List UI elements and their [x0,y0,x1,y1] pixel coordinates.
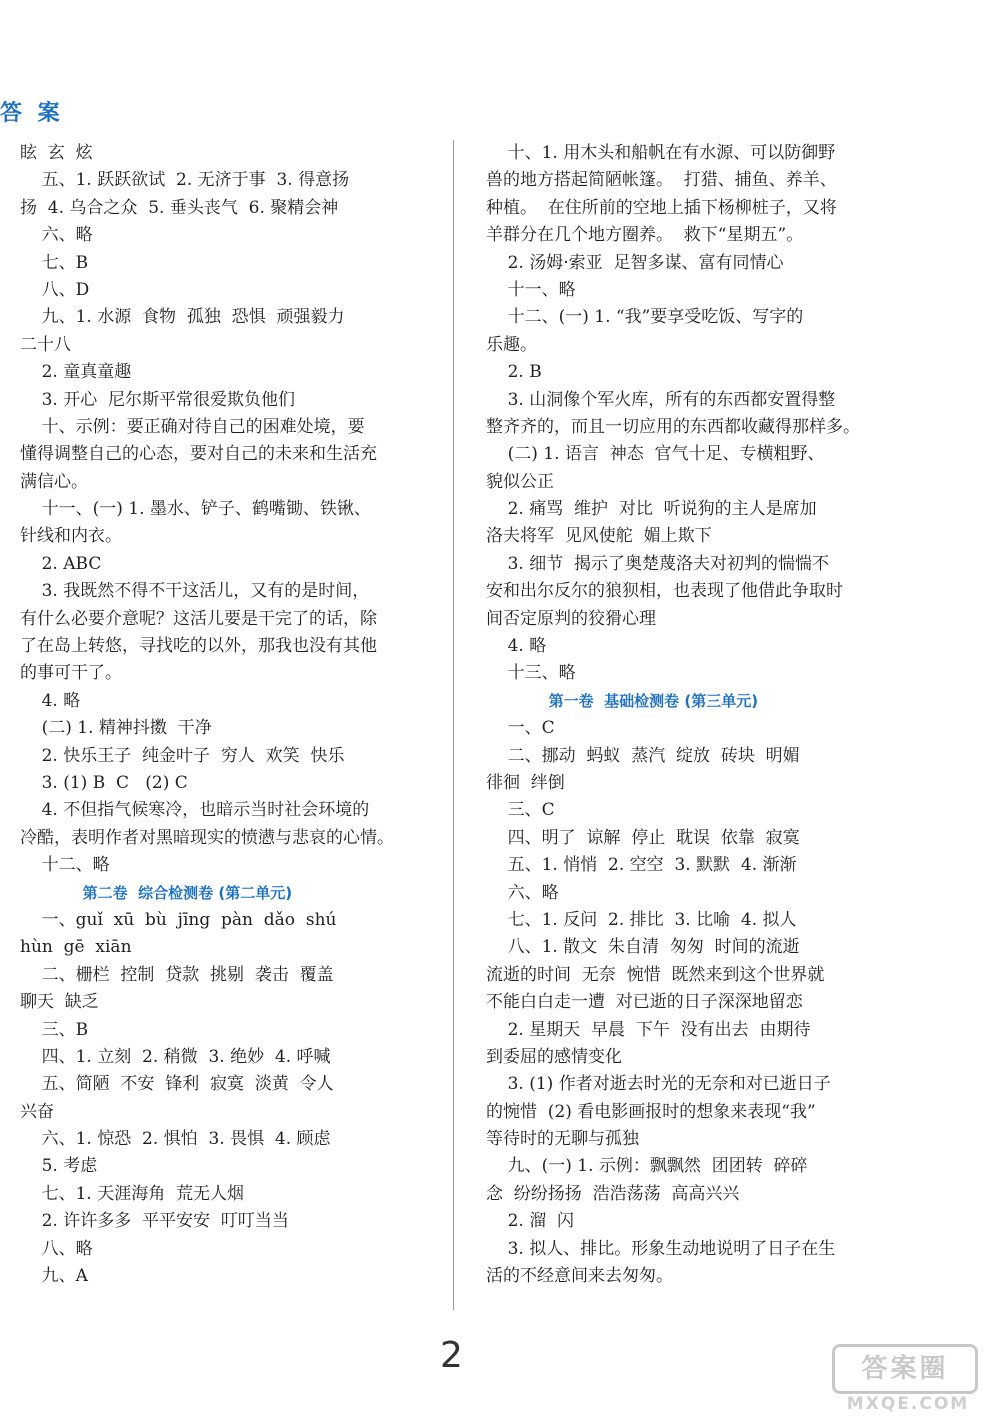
answer-line: 整齐齐的，而且一切应用的东西都收藏得那样多。 [486,416,860,437]
answer-line: 不能白白走一遭 对已逝的日子深深地留恋 [486,992,803,1013]
answer-line: 二、挪动 蚂蚁 蒸汽 绽放 砖块 明媚 [486,745,800,766]
answer-line: 第二卷 综合检测卷 (第二单元) [20,883,293,902]
answer-line: 到委屈的感情变化 [486,1046,622,1067]
answer-line: 安和出尔反尔的狼狈相，也表现了他借此争取时 [486,581,843,602]
answer-line: 八、D [20,279,90,300]
answer-line: 十二、略 [20,855,110,876]
answer-line: 冷酷，表明作者对黑暗现实的愤懑与悲哀的心情。 [20,827,394,848]
answer-header: 答 案 [0,101,64,126]
answer-line: 兴奋 [20,1101,54,1122]
answer-line: 5. 考虑 [20,1156,98,1177]
answer-line: 懂得调整自己的心态，要对自己的未来和生活充 [20,444,377,465]
answer-line: 十二、(一) 1. “我”要享受吃饭、写字的 [486,307,804,328]
answer-line: 活的不经意间来去匆匆。 [486,1266,673,1287]
answer-line: 3. (1) B C (2) C [20,772,188,793]
answer-line: 3. 我既然不得不干这活儿，又有的是时间， [20,581,370,602]
answer-line: 五、简陋 不安 锋利 寂寞 淡黄 令人 [20,1074,334,1095]
answer-line: 2. 星期天 早晨 下午 没有出去 由期待 [486,1019,811,1040]
left-column [20,140,420,1290]
answer-line: 2. 痛骂 维护 对比 听说狗的主人是席加 [486,499,817,520]
answer-line: (二) 1. 语言 神态 官气十足、专横粗野、 [486,444,825,465]
answer-line: 3. 山洞像个军火库，所有的东西都安置得整 [486,389,836,410]
answer-line: 三、C [486,800,555,821]
answer-line: 4. 略 [20,690,81,711]
answer-line: 七、B [20,252,89,273]
answer-line: 有什么必要介意呢？这活儿要是干完了的话，除 [20,608,377,629]
answer-line: 3. 开心 尼尔斯平常很爱欺负他们 [20,389,296,410]
answer-line: 八、略 [20,1238,93,1259]
answer-line: 2. B [486,362,542,383]
answer-line: 六、1. 惊恐 2. 惧怕 3. 畏惧 4. 顾虑 [20,1129,331,1150]
answer-line: 一、guǐ xū bù jīng pàn dǎo shú [20,909,337,930]
answer-line: 2. 快乐王子 纯金叶子 穷人 欢笑 快乐 [20,745,345,766]
answer-line: 七、1. 天涯海角 荒无人烟 [20,1183,245,1204]
answer-line: 的事可干了。 [20,663,122,684]
answer-line: 八、1. 散文 朱自清 匆匆 时间的流逝 [486,937,800,958]
answer-line: 满信心。 [20,471,88,492]
answer-line: 羊群分在几个地方圈养。 救下“星期五”。 [486,225,804,246]
answer-line: 流逝的时间 无奈 惋惜 既然来到这个世界就 [486,964,825,985]
answer-line: 间否定原判的狡猾心理 [486,608,656,629]
answer-line: 念 纷纷扬扬 浩浩荡荡 高高兴兴 [486,1183,740,1204]
answer-line: 十一、(一) 1. 墨水、铲子、鹤嘴锄、铁锹、 [20,499,371,520]
answer-line: 貌似公正 [486,471,554,492]
answer-line: 五、1. 跃跃欲试 2. 无济于事 3. 得意扬 [20,170,350,191]
answer-line: 聊天 缺乏 [20,992,99,1013]
answer-line: (二) 1. 精神抖擞 干净 [20,718,212,739]
answer-line: 2. 许许多多 平平安安 叮叮当当 [20,1211,289,1232]
answer-line: 一、C [486,718,555,739]
answer-line: 第一卷 基础检测卷 (第三单元) [486,691,759,710]
answer-line: 七、1. 反问 2. 排比 3. 比喻 4. 拟人 [486,909,797,930]
answer-line: 六、略 [486,882,559,903]
answer-line: 的惋惜 (2) 看电影画报时的想象来表现“我” [486,1101,816,1122]
answer-line: 十三、略 [486,663,576,684]
answer-line: 四、1. 立刻 2. 稍微 3. 绝妙 4. 呼喊 [20,1046,331,1067]
answer-line: 2. 童真童趣 [20,362,132,383]
answer-line: 4. 略 [486,636,547,657]
answer-line: 扬 4. 乌合之众 5. 垂头丧气 6. 聚精会神 [20,197,339,218]
answer-line: hùn gē xiān [20,937,132,958]
answer-line: 九、A [20,1266,88,1287]
answer-line: 3. 拟人、排比。形象生动地说明了日子在生 [486,1238,836,1259]
answer-line: 二十八 [20,334,71,355]
answer-line: 四、明了 谅解 停止 耽误 依靠 寂寞 [486,827,800,848]
page-number: 2 [440,1335,463,1376]
answer-line: 了在岛上转悠，寻找吃的以外，那我也没有其他 [20,636,377,657]
answer-line: 十一、略 [486,279,576,300]
watermark-logo [838,1344,978,1414]
answer-line: 4. 不但指气候寒冷，也暗示当时社会环境的 [20,800,370,821]
answer-line: 十、1. 用木头和船帆在有水源、可以防御野 [486,143,836,163]
watermark-sub: MXQE.COM [846,1394,970,1414]
answer-line: 十、示例：要正确对待自己的困难处境，要 [20,416,365,437]
answer-line: 兽的地方搭起简陋帐篷。 打猎、捕鱼、养羊、 [486,170,837,191]
answer-line: 九、(一) 1. 示例：飘飘然 团团转 碎碎 [486,1156,808,1177]
answer-line: 针线和内衣。 [20,526,122,547]
column-divider [453,140,454,1310]
answer-line: 九、1. 水源 食物 孤独 恐惧 顽强毅力 [20,307,345,328]
right-column [486,140,886,1290]
answer-line: 二、栅栏 控制 贷款 挑剔 袭击 覆盖 [20,964,334,985]
answer-line: 3. (1) 作者对逝去时光的无奈和对已逝日子 [486,1074,831,1095]
answer-line: 五、1. 悄悄 2. 空空 3. 默默 4. 渐渐 [486,855,797,876]
answer-line: 2. 汤姆·索亚 足智多谋、富有同情心 [486,252,784,273]
answer-line: 洛夫将军 见风使舵 媚上欺下 [486,526,712,547]
answer-line: 种植。 在住所前的空地上插下杨柳桩子，又将 [486,197,837,218]
answer-line: 三、B [20,1019,89,1040]
answer-line: 3. 细节 揭示了奥楚蔑洛夫对初判的惴惴不 [486,553,830,574]
answer-line: 等待时的无聊与孤独 [486,1129,639,1150]
answer-line: 徘徊 绊倒 [486,772,565,793]
answer-line: 2. ABC [20,553,102,574]
answer-line: 六、略 [20,225,93,246]
answer-line: 2. 溜 闪 [486,1211,575,1232]
answer-line: 眩 玄 炫 [20,143,93,163]
answer-line: 乐趣。 [486,334,537,355]
watermark-main: 答案圈 [832,1344,978,1394]
